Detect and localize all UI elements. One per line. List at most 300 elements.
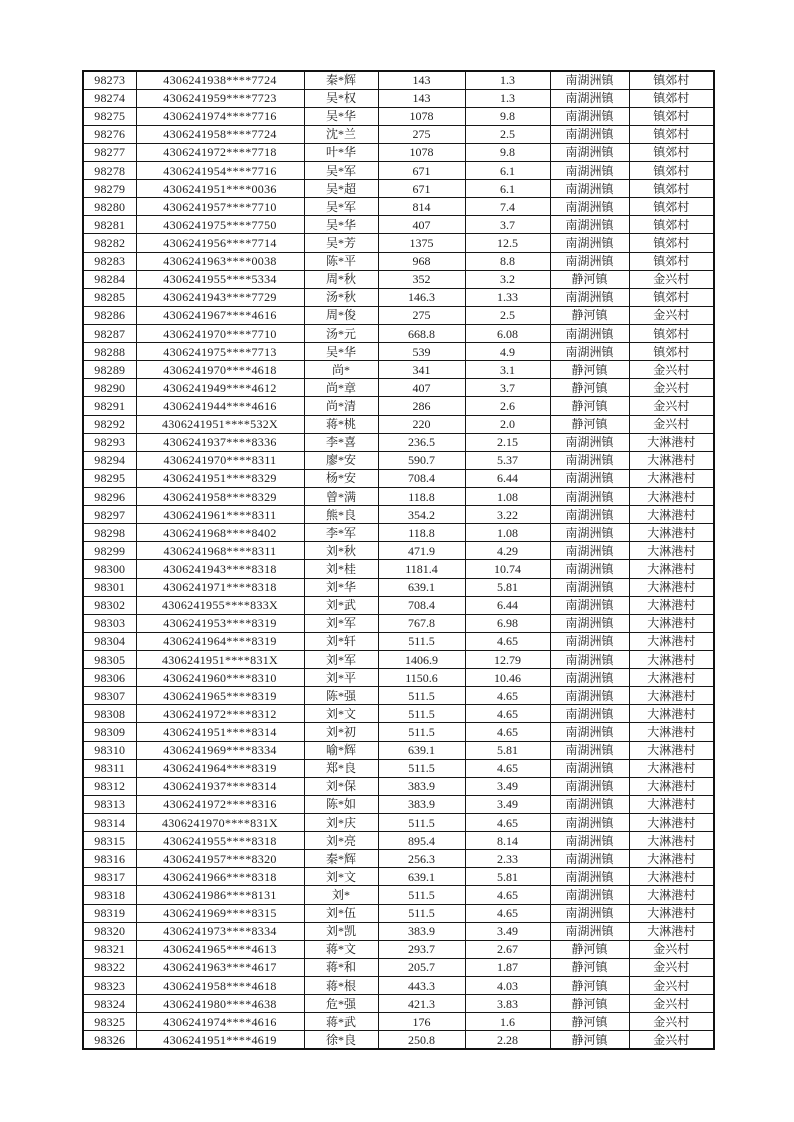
cell-village: 金兴村	[629, 940, 714, 958]
cell-amount: 511.5	[378, 687, 465, 705]
table-row	[83, 343, 714, 361]
cell-amount: 639.1	[378, 868, 465, 886]
cell-rate: 4.65	[465, 759, 550, 777]
cell-name: 吴*超	[304, 180, 378, 198]
cell-name: 曾*满	[304, 488, 378, 506]
cell-name: 危*强	[304, 995, 378, 1013]
cell-name: 陈*如	[304, 795, 378, 813]
cell-name: 汤*秋	[304, 288, 378, 306]
cell-village: 镇郊村	[629, 288, 714, 306]
cell-id-number: 4306241972****7718	[136, 143, 304, 161]
cell-id-number: 4306241964****8319	[136, 632, 304, 650]
table-row	[83, 976, 714, 994]
cell-rate: 2.28	[465, 1031, 550, 1049]
cell-rate: 5.81	[465, 741, 550, 759]
cell-rate: 3.7	[465, 216, 550, 234]
cell-name: 刘*武	[304, 596, 378, 614]
cell-id-number: 4306241951****532X	[136, 415, 304, 433]
table-row	[83, 361, 714, 379]
cell-name: 徐*良	[304, 1031, 378, 1049]
cell-id-number: 4306241953****8319	[136, 614, 304, 632]
cell-name: 吴*芳	[304, 234, 378, 252]
cell-town: 南湖洲镇	[550, 469, 629, 487]
cell-id-number: 4306241974****7716	[136, 107, 304, 125]
cell-serial: 98277	[83, 143, 136, 161]
cell-serial: 98302	[83, 596, 136, 614]
table-row	[83, 705, 714, 723]
cell-amount: 590.7	[378, 451, 465, 469]
table-row	[83, 723, 714, 741]
cell-rate: 2.67	[465, 940, 550, 958]
cell-serial: 98296	[83, 488, 136, 506]
cell-serial: 98326	[83, 1031, 136, 1049]
cell-name: 蒋*武	[304, 1013, 378, 1031]
cell-name: 刘*凯	[304, 922, 378, 940]
cell-name: 刘*伍	[304, 904, 378, 922]
cell-id-number: 4306241955****833X	[136, 596, 304, 614]
cell-serial: 98319	[83, 904, 136, 922]
cell-serial: 98300	[83, 560, 136, 578]
cell-amount: 814	[378, 198, 465, 216]
cell-village: 大淋港村	[629, 488, 714, 506]
cell-name: 刘*文	[304, 868, 378, 886]
cell-amount: 511.5	[378, 886, 465, 904]
cell-village: 镇郊村	[629, 89, 714, 107]
cell-amount: 286	[378, 397, 465, 415]
table-row	[83, 940, 714, 958]
cell-town: 南湖洲镇	[550, 252, 629, 270]
table-row	[83, 180, 714, 198]
cell-id-number: 4306241964****8319	[136, 759, 304, 777]
cell-town: 南湖洲镇	[550, 451, 629, 469]
table-row	[83, 216, 714, 234]
cell-serial: 98281	[83, 216, 136, 234]
cell-serial: 98304	[83, 632, 136, 650]
cell-serial: 98325	[83, 1013, 136, 1031]
cell-amount: 539	[378, 343, 465, 361]
cell-id-number: 4306241956****7714	[136, 234, 304, 252]
cell-village: 大淋港村	[629, 886, 714, 904]
cell-amount: 143	[378, 89, 465, 107]
cell-id-number: 4306241973****8334	[136, 922, 304, 940]
cell-amount: 511.5	[378, 705, 465, 723]
cell-amount: 511.5	[378, 632, 465, 650]
cell-rate: 4.65	[465, 723, 550, 741]
cell-id-number: 4306241959****7723	[136, 89, 304, 107]
cell-name: 杨*安	[304, 469, 378, 487]
cell-serial: 98291	[83, 397, 136, 415]
cell-village: 大淋港村	[629, 777, 714, 795]
cell-rate: 6.1	[465, 180, 550, 198]
cell-rate: 2.15	[465, 433, 550, 451]
cell-id-number: 4306241937****8336	[136, 433, 304, 451]
cell-rate: 3.22	[465, 506, 550, 524]
cell-village: 大淋港村	[629, 632, 714, 650]
cell-id-number: 4306241951****0036	[136, 180, 304, 198]
table-row	[83, 795, 714, 813]
cell-town: 南湖洲镇	[550, 506, 629, 524]
cell-serial: 98310	[83, 741, 136, 759]
cell-id-number: 4306241986****8131	[136, 886, 304, 904]
cell-rate: 4.65	[465, 813, 550, 831]
cell-town: 南湖洲镇	[550, 578, 629, 596]
cell-name: 秦*辉	[304, 850, 378, 868]
cell-amount: 968	[378, 252, 465, 270]
cell-serial: 98280	[83, 198, 136, 216]
cell-rate: 6.08	[465, 325, 550, 343]
table-row	[83, 958, 714, 976]
cell-town: 南湖洲镇	[550, 560, 629, 578]
cell-town: 南湖洲镇	[550, 89, 629, 107]
cell-rate: 3.83	[465, 995, 550, 1013]
cell-town: 南湖洲镇	[550, 813, 629, 831]
cell-village: 金兴村	[629, 361, 714, 379]
cell-id-number: 4306241955****8318	[136, 832, 304, 850]
table-row	[83, 777, 714, 795]
cell-name: 陈*强	[304, 687, 378, 705]
cell-id-number: 4306241970****7710	[136, 325, 304, 343]
cell-rate: 8.8	[465, 252, 550, 270]
cell-amount: 220	[378, 415, 465, 433]
cell-id-number: 4306241955****5334	[136, 270, 304, 288]
cell-id-number: 4306241951****4619	[136, 1031, 304, 1049]
cell-name: 蒋*和	[304, 958, 378, 976]
cell-id-number: 4306241974****4616	[136, 1013, 304, 1031]
cell-town: 南湖洲镇	[550, 288, 629, 306]
cell-town: 静河镇	[550, 397, 629, 415]
cell-rate: 6.98	[465, 614, 550, 632]
cell-town: 静河镇	[550, 995, 629, 1013]
table-row	[83, 451, 714, 469]
cell-village: 镇郊村	[629, 125, 714, 143]
cell-name: 叶*华	[304, 143, 378, 161]
cell-village: 大淋港村	[629, 506, 714, 524]
table-row	[83, 832, 714, 850]
cell-town: 南湖洲镇	[550, 143, 629, 161]
cell-town: 静河镇	[550, 958, 629, 976]
cell-town: 南湖洲镇	[550, 542, 629, 560]
table-row	[83, 850, 714, 868]
table-row	[83, 306, 714, 324]
cell-name: 李*军	[304, 524, 378, 542]
cell-id-number: 4306241963****4617	[136, 958, 304, 976]
cell-village: 镇郊村	[629, 180, 714, 198]
cell-amount: 895.4	[378, 832, 465, 850]
cell-serial: 98295	[83, 469, 136, 487]
cell-name: 吴*军	[304, 162, 378, 180]
table-row	[83, 524, 714, 542]
table-row	[83, 433, 714, 451]
cell-name: 刘*华	[304, 578, 378, 596]
cell-amount: 176	[378, 1013, 465, 1031]
cell-serial: 98285	[83, 288, 136, 306]
cell-name: 蒋*文	[304, 940, 378, 958]
cell-village: 大淋港村	[629, 832, 714, 850]
cell-rate: 5.81	[465, 868, 550, 886]
table-row	[83, 198, 714, 216]
cell-name: 刘*文	[304, 705, 378, 723]
cell-rate: 6.44	[465, 596, 550, 614]
cell-town: 南湖洲镇	[550, 325, 629, 343]
cell-town: 静河镇	[550, 361, 629, 379]
cell-village: 镇郊村	[629, 162, 714, 180]
cell-village: 大淋港村	[629, 614, 714, 632]
cell-rate: 2.5	[465, 125, 550, 143]
cell-rate: 1.6	[465, 1013, 550, 1031]
cell-amount: 708.4	[378, 469, 465, 487]
table-row	[83, 107, 714, 125]
table-row	[83, 125, 714, 143]
cell-amount: 668.8	[378, 325, 465, 343]
records-table-body	[83, 71, 714, 1049]
cell-id-number: 4306241951****831X	[136, 651, 304, 669]
cell-amount: 354.2	[378, 506, 465, 524]
table-row	[83, 904, 714, 922]
table-row	[83, 651, 714, 669]
cell-id-number: 4306241965****4613	[136, 940, 304, 958]
cell-town: 南湖洲镇	[550, 125, 629, 143]
cell-rate: 3.1	[465, 361, 550, 379]
cell-village: 镇郊村	[629, 252, 714, 270]
table-row	[83, 71, 714, 89]
table-row	[83, 687, 714, 705]
cell-village: 大淋港村	[629, 868, 714, 886]
cell-amount: 671	[378, 162, 465, 180]
cell-amount: 511.5	[378, 904, 465, 922]
cell-amount: 407	[378, 216, 465, 234]
cell-town: 南湖洲镇	[550, 687, 629, 705]
cell-amount: 275	[378, 306, 465, 324]
cell-serial: 98306	[83, 669, 136, 687]
cell-id-number: 4306241944****4616	[136, 397, 304, 415]
cell-serial: 98288	[83, 343, 136, 361]
cell-town: 南湖洲镇	[550, 107, 629, 125]
cell-amount: 708.4	[378, 596, 465, 614]
cell-village: 大淋港村	[629, 795, 714, 813]
cell-name: 吴*华	[304, 343, 378, 361]
cell-village: 镇郊村	[629, 198, 714, 216]
cell-serial: 98283	[83, 252, 136, 270]
cell-village: 镇郊村	[629, 71, 714, 89]
cell-rate: 4.65	[465, 705, 550, 723]
cell-serial: 98284	[83, 270, 136, 288]
cell-amount: 511.5	[378, 759, 465, 777]
cell-village: 大淋港村	[629, 578, 714, 596]
cell-name: 刘*军	[304, 614, 378, 632]
cell-name: 李*喜	[304, 433, 378, 451]
cell-name: 廖*安	[304, 451, 378, 469]
cell-rate: 12.5	[465, 234, 550, 252]
cell-amount: 1078	[378, 107, 465, 125]
cell-village: 大淋港村	[629, 687, 714, 705]
table-row	[83, 252, 714, 270]
table-row	[83, 270, 714, 288]
cell-rate: 10.74	[465, 560, 550, 578]
table-row	[83, 922, 714, 940]
cell-serial: 98311	[83, 759, 136, 777]
cell-serial: 98307	[83, 687, 136, 705]
cell-rate: 3.49	[465, 922, 550, 940]
cell-amount: 352	[378, 270, 465, 288]
cell-serial: 98278	[83, 162, 136, 180]
cell-serial: 98314	[83, 813, 136, 831]
cell-serial: 98279	[83, 180, 136, 198]
cell-village: 镇郊村	[629, 343, 714, 361]
cell-amount: 383.9	[378, 777, 465, 795]
table-row	[83, 886, 714, 904]
cell-village: 大淋港村	[629, 741, 714, 759]
cell-village: 金兴村	[629, 1013, 714, 1031]
cell-name: 秦*辉	[304, 71, 378, 89]
cell-village: 金兴村	[629, 976, 714, 994]
cell-name: 周*俊	[304, 306, 378, 324]
cell-town: 南湖洲镇	[550, 777, 629, 795]
cell-rate: 2.0	[465, 415, 550, 433]
table-row	[83, 813, 714, 831]
cell-village: 大淋港村	[629, 560, 714, 578]
cell-rate: 4.65	[465, 886, 550, 904]
cell-id-number: 4306241970****4618	[136, 361, 304, 379]
cell-serial: 98323	[83, 976, 136, 994]
cell-id-number: 4306241975****7750	[136, 216, 304, 234]
cell-serial: 98275	[83, 107, 136, 125]
cell-serial: 98317	[83, 868, 136, 886]
cell-name: 郑*良	[304, 759, 378, 777]
cell-amount: 671	[378, 180, 465, 198]
cell-amount: 275	[378, 125, 465, 143]
cell-village: 大淋港村	[629, 596, 714, 614]
cell-serial: 98287	[83, 325, 136, 343]
cell-name: 陈*平	[304, 252, 378, 270]
cell-serial: 98289	[83, 361, 136, 379]
cell-village: 金兴村	[629, 306, 714, 324]
cell-rate: 2.33	[465, 850, 550, 868]
cell-name: 刘*军	[304, 651, 378, 669]
cell-town: 静河镇	[550, 270, 629, 288]
cell-name: 吴*华	[304, 216, 378, 234]
cell-town: 南湖洲镇	[550, 162, 629, 180]
cell-amount: 293.7	[378, 940, 465, 958]
cell-village: 金兴村	[629, 958, 714, 976]
cell-rate: 2.6	[465, 397, 550, 415]
cell-town: 静河镇	[550, 415, 629, 433]
cell-name: 熊*良	[304, 506, 378, 524]
table-row	[83, 143, 714, 161]
cell-id-number: 4306241969****8334	[136, 741, 304, 759]
cell-rate: 4.29	[465, 542, 550, 560]
cell-id-number: 4306241949****4612	[136, 379, 304, 397]
table-row	[83, 469, 714, 487]
cell-town: 南湖洲镇	[550, 343, 629, 361]
cell-serial: 98321	[83, 940, 136, 958]
cell-rate: 8.14	[465, 832, 550, 850]
cell-town: 南湖洲镇	[550, 705, 629, 723]
cell-town: 南湖洲镇	[550, 832, 629, 850]
cell-rate: 3.49	[465, 795, 550, 813]
cell-rate: 1.3	[465, 89, 550, 107]
cell-id-number: 4306241960****8310	[136, 669, 304, 687]
cell-name: 蒋*桃	[304, 415, 378, 433]
cell-amount: 236.5	[378, 433, 465, 451]
cell-id-number: 4306241967****4616	[136, 306, 304, 324]
cell-village: 大淋港村	[629, 904, 714, 922]
cell-id-number: 4306241970****8311	[136, 451, 304, 469]
cell-rate: 1.87	[465, 958, 550, 976]
cell-rate: 4.65	[465, 904, 550, 922]
cell-village: 大淋港村	[629, 524, 714, 542]
cell-town: 南湖洲镇	[550, 198, 629, 216]
table-row	[83, 234, 714, 252]
cell-amount: 1150.6	[378, 669, 465, 687]
table-row	[83, 868, 714, 886]
cell-name: 刘*初	[304, 723, 378, 741]
cell-id-number: 4306241965****8319	[136, 687, 304, 705]
cell-amount: 1181.4	[378, 560, 465, 578]
cell-id-number: 4306241966****8318	[136, 868, 304, 886]
cell-serial: 98312	[83, 777, 136, 795]
cell-town: 南湖洲镇	[550, 596, 629, 614]
cell-village: 镇郊村	[629, 216, 714, 234]
cell-village: 大淋港村	[629, 850, 714, 868]
cell-serial: 98315	[83, 832, 136, 850]
cell-name: 吴*军	[304, 198, 378, 216]
cell-village: 金兴村	[629, 1031, 714, 1049]
cell-id-number: 4306241961****8311	[136, 506, 304, 524]
cell-town: 南湖洲镇	[550, 71, 629, 89]
cell-amount: 421.3	[378, 995, 465, 1013]
cell-name: 刘*秋	[304, 542, 378, 560]
records-table	[82, 70, 715, 1050]
cell-rate: 12.79	[465, 651, 550, 669]
cell-village: 大淋港村	[629, 451, 714, 469]
cell-serial: 98299	[83, 542, 136, 560]
cell-name: 刘*亮	[304, 832, 378, 850]
cell-town: 静河镇	[550, 976, 629, 994]
cell-serial: 98305	[83, 651, 136, 669]
cell-town: 南湖洲镇	[550, 488, 629, 506]
cell-id-number: 4306241968****8311	[136, 542, 304, 560]
cell-id-number: 4306241943****7729	[136, 288, 304, 306]
cell-id-number: 4306241970****831X	[136, 813, 304, 831]
cell-id-number: 4306241971****8318	[136, 578, 304, 596]
cell-village: 大淋港村	[629, 542, 714, 560]
cell-id-number: 4306241954****7716	[136, 162, 304, 180]
cell-rate: 4.03	[465, 976, 550, 994]
table-row	[83, 542, 714, 560]
cell-village: 金兴村	[629, 397, 714, 415]
cell-serial: 98274	[83, 89, 136, 107]
cell-amount: 256.3	[378, 850, 465, 868]
cell-id-number: 4306241951****8314	[136, 723, 304, 741]
cell-amount: 383.9	[378, 922, 465, 940]
cell-amount: 1078	[378, 143, 465, 161]
table-row	[83, 614, 714, 632]
cell-id-number: 4306241958****8329	[136, 488, 304, 506]
cell-amount: 767.8	[378, 614, 465, 632]
cell-id-number: 4306241958****7724	[136, 125, 304, 143]
table-row	[83, 596, 714, 614]
cell-serial: 98292	[83, 415, 136, 433]
cell-serial: 98308	[83, 705, 136, 723]
cell-name: 尚*清	[304, 397, 378, 415]
table-row	[83, 1013, 714, 1031]
table-row	[83, 506, 714, 524]
table-row	[83, 1031, 714, 1049]
cell-rate: 4.65	[465, 632, 550, 650]
table-row	[83, 560, 714, 578]
cell-id-number: 4306241972****8316	[136, 795, 304, 813]
cell-town: 南湖洲镇	[550, 850, 629, 868]
